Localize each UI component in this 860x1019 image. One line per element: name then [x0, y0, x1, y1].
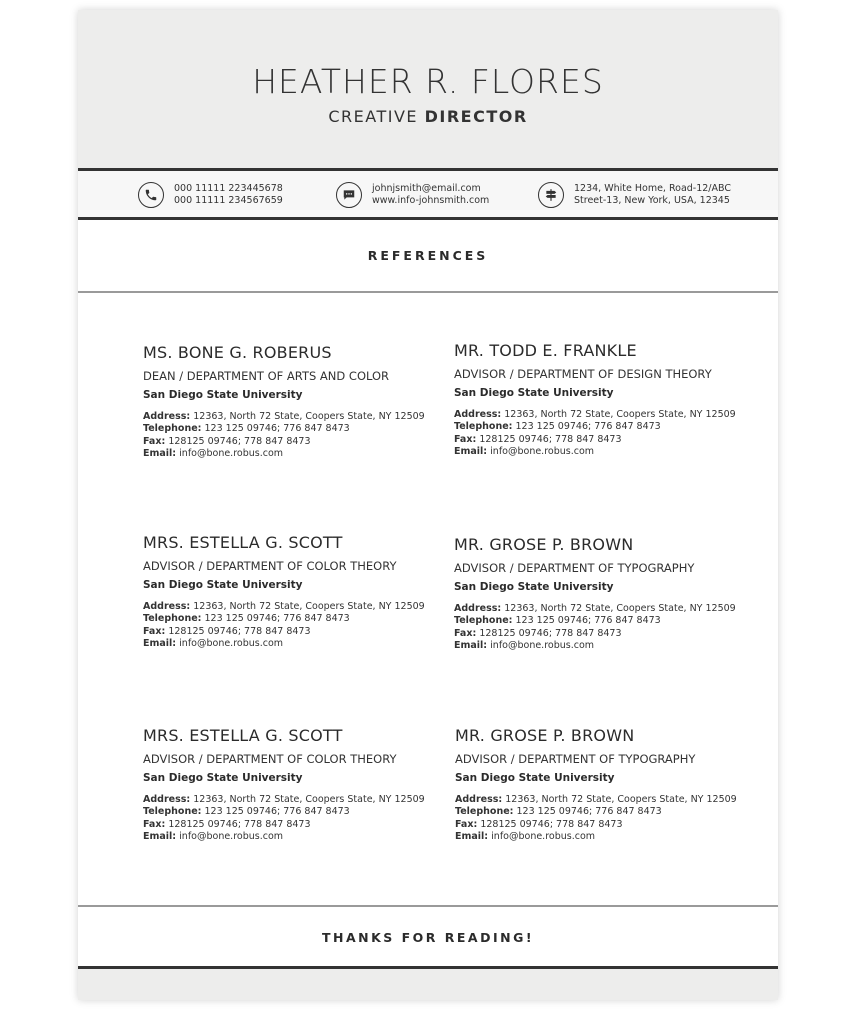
section-title: REFERENCES: [367, 248, 489, 263]
reference-address: 12363, North 72 State, Coopers State, NY 12509: [504, 409, 736, 420]
address-label: Address:: [454, 409, 502, 420]
telephone-label: Telephone:: [454, 421, 513, 433]
reference-address: 12363, North 72 State, Coopers State, NY 12509: [193, 601, 425, 612]
reference-telephone: 123 125 09746; 776 847 8473: [204, 806, 350, 818]
email-label: Email:: [143, 637, 177, 649]
reference-details: [143, 411, 443, 460]
reference-university: San Diego State University: [143, 579, 303, 591]
phone-icon: [138, 182, 164, 208]
reference-name: MRS. ESTELLA G. SCOTT: [143, 533, 343, 552]
reference-card: [143, 533, 443, 650]
reference-role: ADVISOR / DEPARTMENT OF DESIGN THEORY: [454, 367, 712, 381]
footer-text: THANKS FOR READING!: [321, 930, 535, 945]
email-line-1: johnjsmith@email.com: [372, 183, 481, 194]
reference-details: [143, 794, 443, 843]
reference-email: info@bone.robus.com: [179, 830, 284, 842]
job-title: [78, 107, 778, 126]
reference-telephone: 123 125 09746; 776 847 8473: [204, 613, 350, 625]
address-label: Address:: [143, 794, 191, 805]
reference-role: ADVISOR / DEPARTMENT OF TYPOGRAPHY: [454, 561, 695, 575]
reference-fax: 128125 09746; 778 847 8473: [168, 435, 311, 447]
reference-details: [143, 601, 443, 650]
reference-name: MR. TODD E. FRANKLE: [454, 341, 637, 360]
reference-card: [454, 535, 754, 652]
reference-university: San Diego State University: [454, 581, 614, 593]
reference-email: info@bone.robus.com: [491, 830, 596, 842]
address-label: Address:: [143, 601, 191, 612]
signpost-icon: [538, 182, 564, 208]
contact-bar: [78, 168, 778, 220]
reference-university: San Diego State University: [143, 772, 303, 784]
email-label: Email:: [455, 830, 489, 842]
address-label: Address:: [454, 603, 502, 614]
telephone-label: Telephone:: [143, 613, 202, 625]
telephone-label: Telephone:: [143, 806, 202, 818]
fax-label: Fax:: [455, 818, 478, 830]
reference-fax: 128125 09746; 778 847 8473: [479, 433, 622, 445]
contact-email: [336, 180, 489, 210]
contact-address: [538, 180, 731, 210]
address-label: Address:: [455, 794, 503, 805]
reference-address: 12363, North 72 State, Coopers State, NY 12509: [504, 603, 736, 614]
chat-bubble-icon: [336, 182, 362, 208]
phone-line-1: 000 11111 223445678: [174, 183, 283, 194]
reference-name: MRS. ESTELLA G. SCOTT: [143, 726, 343, 745]
address-label: Address:: [143, 411, 191, 422]
fax-label: Fax:: [143, 435, 166, 447]
reference-card: [143, 343, 443, 460]
email-label: Email:: [143, 447, 177, 459]
address-line-2: Street-13, New York, USA, 12345: [574, 195, 730, 206]
reference-email: info@bone.robus.com: [179, 637, 284, 649]
reference-address: 12363, North 72 State, Coopers State, NY 12509: [505, 794, 737, 805]
reference-details: [454, 409, 754, 458]
reference-name: MR. GROSE P. BROWN: [455, 726, 635, 745]
reference-address: 12363, North 72 State, Coopers State, NY 12509: [193, 411, 425, 422]
telephone-label: Telephone:: [454, 615, 513, 627]
reference-fax: 128125 09746; 778 847 8473: [168, 625, 311, 637]
reference-telephone: 123 125 09746; 776 847 8473: [204, 423, 350, 435]
reference-fax: 128125 09746; 778 847 8473: [480, 818, 623, 830]
fax-label: Fax:: [454, 627, 477, 639]
reference-fax: 128125 09746; 778 847 8473: [479, 627, 622, 639]
reference-card: [143, 726, 443, 843]
header-band: [78, 10, 778, 168]
reference-email: info@bone.robus.com: [490, 445, 595, 457]
website-line-2: www.info-johnsmith.com: [372, 195, 490, 206]
address-line-1: 1234, White Home, Road-12/ABC: [574, 183, 731, 194]
reference-university: San Diego State University: [454, 387, 614, 399]
reference-university: San Diego State University: [143, 389, 303, 401]
reference-role: DEAN / DEPARTMENT OF ARTS AND COLOR: [143, 369, 390, 383]
job-title-light: CREATIVE: [328, 107, 418, 126]
reference-details: [454, 603, 754, 652]
reference-fax: 128125 09746; 778 847 8473: [168, 818, 311, 830]
reference-role: ADVISOR / DEPARTMENT OF COLOR THEORY: [143, 559, 397, 573]
reference-telephone: 123 125 09746; 776 847 8473: [516, 806, 662, 818]
fax-label: Fax:: [143, 818, 166, 830]
email-label: Email:: [454, 445, 488, 457]
telephone-label: Telephone:: [455, 806, 514, 818]
person-name: HEATHER R. FLORES: [252, 62, 604, 101]
fax-label: Fax:: [143, 625, 166, 637]
reference-details: [455, 794, 755, 843]
job-title-bold: DIRECTOR: [424, 107, 528, 126]
reference-card: [455, 726, 755, 843]
reference-telephone: 123 125 09746; 776 847 8473: [515, 421, 661, 433]
reference-address: 12363, North 72 State, Coopers State, NY 12509: [193, 794, 425, 805]
reference-name: MR. GROSE P. BROWN: [454, 535, 634, 554]
resume-page: [78, 10, 778, 1000]
footer-divider: [78, 905, 778, 907]
telephone-label: Telephone:: [143, 423, 202, 435]
footer-band: [78, 966, 778, 1000]
reference-role: ADVISOR / DEPARTMENT OF TYPOGRAPHY: [455, 752, 696, 766]
email-label: Email:: [454, 639, 488, 651]
section-divider: [78, 291, 778, 293]
email-label: Email:: [143, 830, 177, 842]
reference-card: [454, 341, 754, 458]
reference-email: info@bone.robus.com: [490, 639, 595, 651]
reference-university: San Diego State University: [455, 772, 615, 784]
reference-email: info@bone.robus.com: [179, 447, 284, 459]
contact-phone: [138, 180, 283, 210]
reference-name: MS. BONE G. ROBERUS: [143, 343, 332, 362]
reference-role: ADVISOR / DEPARTMENT OF COLOR THEORY: [143, 752, 397, 766]
phone-line-2: 000 11111 234567659: [174, 195, 283, 206]
reference-telephone: 123 125 09746; 776 847 8473: [515, 615, 661, 627]
fax-label: Fax:: [454, 433, 477, 445]
